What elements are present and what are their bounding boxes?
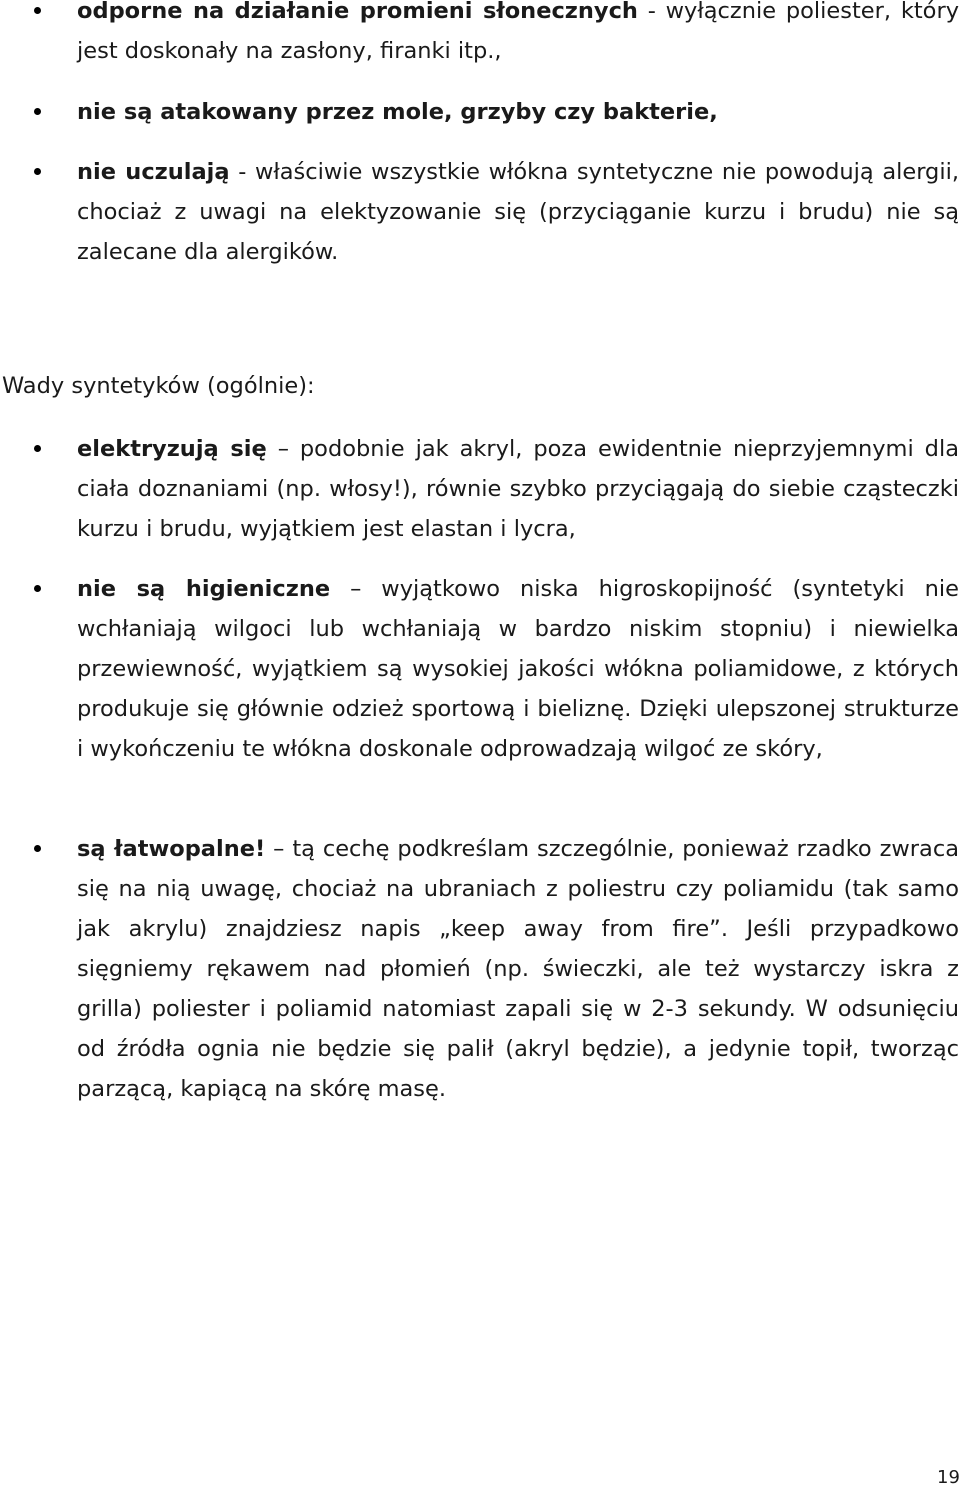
list-item-bold-text: nie uczulają (77, 159, 230, 185)
bullet-icon (34, 7, 41, 14)
section-heading: Wady syntetyków (ogólnie): (2, 373, 315, 399)
bullet-icon (34, 168, 41, 175)
list-item-text: – podobnie jak akryl, poza ewidentnie nieprzyjemnymi dla ciała doznaniami (np. włosy!), równie szybko przyciągają do siebie cząsteczki kurzu i brudu, wyjątkiem jest elastan i lycra, (77, 436, 960, 542)
list-item-text: - właściwie wszystkie włókna syntetyczne nie powodują alergii, chociaż z uwagi na elektyzowanie się (przyciąganie kurzu i brudu) nie są zalecane dla alergików. (77, 159, 959, 265)
list-item-text: - wyłącznie poliester, który jest doskonały na zasłony, firanki itp., (77, 0, 960, 64)
list-item-bold-text: są łatwopalne! (77, 836, 266, 862)
list-item-electrify (77, 429, 959, 549)
list-item-bold-text: odporne na działanie promieni słonecznych (77, 0, 638, 24)
list-item-text: – tą cechę podkreślam szczególnie, ponieważ rzadko zwraca się na nią uwagę, chociaż na ubraniach z poliestru czy poliamidu (tak samo jak akrylu) znajdziesz napis „keep away from fire”. Jeśli przypadkowo sięgniemy rękawem nad płomień (np. świeczki, ale też wystarczy iskra z grilla) poliester i poliamid natomiast zapali się w 2-3 sekundy. W odsunięciu od źródła ognia nie będzie się palił (akryl będzie), a jedynie topił, tworząc parzącą, kapiącą na skórę masę. (77, 836, 960, 1102)
list-item-sun-resistance (77, 0, 959, 71)
page-number: 19 (937, 1467, 960, 1488)
bullet-icon (34, 108, 41, 115)
list-item-non-allergenic (77, 152, 959, 272)
list-item-bold-text: nie są atakowany przez mole, grzyby czy bakterie, (77, 99, 718, 125)
bullet-icon (34, 585, 41, 592)
list-item-bold-text: elektryzują się (77, 436, 267, 462)
list-item-moths (77, 92, 959, 132)
bullet-icon (34, 845, 41, 852)
list-item-text: – wyjątkowo niska higroskopijność (syntetyki nie wchłaniają wilgoci lub wchłaniają w bardzo niskim stopniu) i niewielka przewiewność, wyjątkiem są wysokiej jakości włókna poliamidowe, z których produkuje się głównie odzież sportową i bieliznę. Dzięki ulepszonej strukturze i wykończeniu te włókna doskonale odprowadzają wilgoć ze skóry, (77, 576, 959, 762)
bullet-icon (34, 445, 41, 452)
list-item-bold-text: nie są higieniczne (77, 576, 331, 602)
list-item-hygiene (77, 569, 959, 769)
list-item-flammable (77, 829, 959, 1109)
